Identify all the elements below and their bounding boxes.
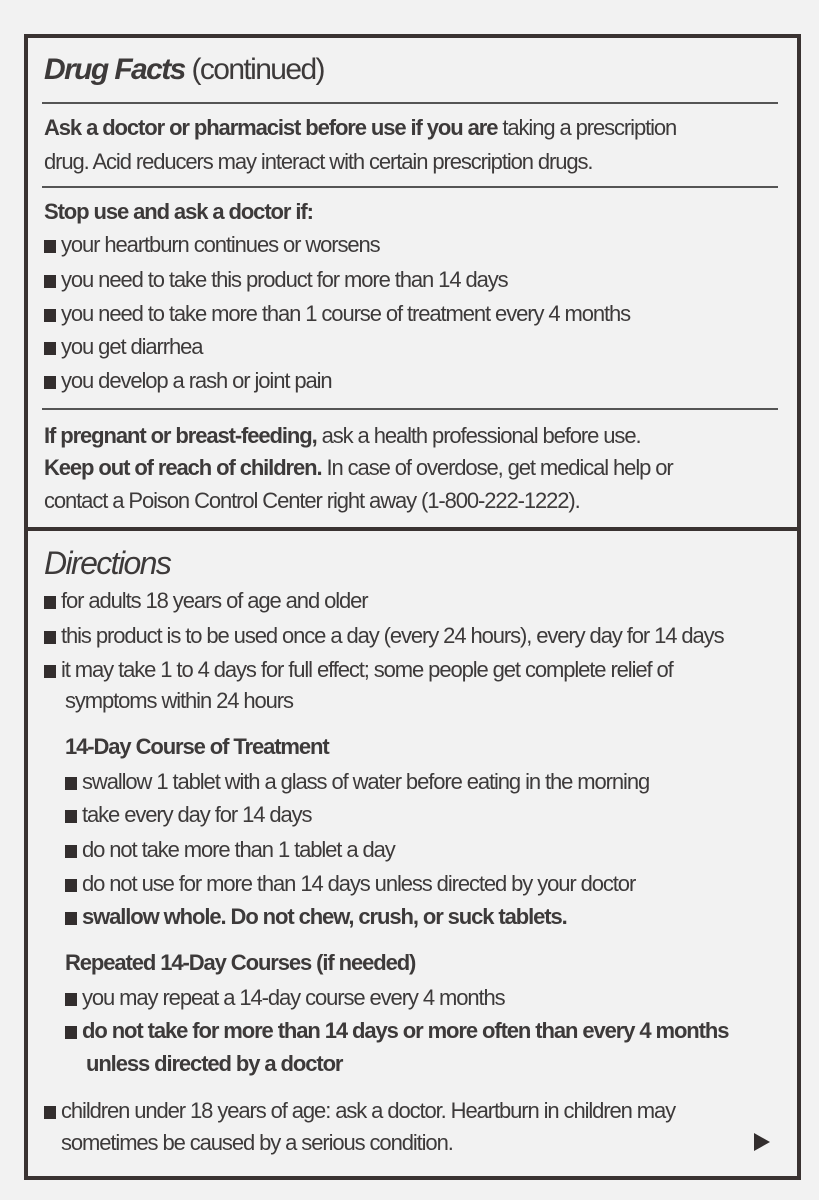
course-item <box>65 769 649 795</box>
bullet-square-icon <box>44 240 56 253</box>
item-text: swallow whole. Do not chew, crush, or suck tablets. <box>82 904 567 929</box>
title-text: Drug Facts <box>44 53 185 86</box>
course-item <box>65 837 395 863</box>
bullet-square-icon <box>44 596 56 609</box>
item-text: for adults 18 years of age and older <box>61 588 368 613</box>
drug-facts-title <box>44 52 324 88</box>
rule <box>42 102 778 104</box>
item-text: do not take more than 1 tablet a day <box>82 837 395 862</box>
pregnant-warning <box>44 423 640 449</box>
stop-use-item <box>44 368 332 394</box>
rule <box>42 408 778 410</box>
repeated-item-cont: unless directed by a doctor <box>86 1051 343 1076</box>
item-text: you need to take more than 1 course of treatment every 4 months <box>61 301 631 326</box>
item-text: do not take for more than 14 days or more often than every 4 months <box>82 1018 729 1043</box>
stop-use-item <box>44 301 630 327</box>
item-text: you need to take this product for more than 14 days <box>61 267 508 292</box>
directions-item-cont: symptoms within 24 hours <box>65 688 293 713</box>
stop-use-item <box>44 267 508 293</box>
repeated-item <box>65 985 505 1011</box>
continue-arrow-icon <box>754 1133 770 1151</box>
course-item <box>65 904 567 930</box>
item-text: take every day for 14 days <box>82 802 312 827</box>
directions-title: Directions <box>44 545 171 581</box>
section-divider <box>24 527 801 531</box>
subtitle-text: (continued) <box>191 53 324 86</box>
children-item-cont: sometimes be caused by a serious condition. <box>61 1130 453 1155</box>
ask-doctor-line2: drug. Acid reducers may interact with certain prescription drugs. <box>44 149 593 174</box>
item-text: swallow 1 tablet with a glass of water before eating in the morning <box>82 769 650 794</box>
bullet-square-icon <box>65 777 77 790</box>
pregnant-text: ask a health professional before use. <box>316 423 641 448</box>
bullet-square-icon <box>65 845 77 858</box>
keep-out-warning <box>44 455 673 481</box>
bullet-square-icon <box>44 665 56 678</box>
item-text: do not use for more than 14 days unless directed by your doctor <box>82 871 636 896</box>
stop-use-heading: Stop use and ask a doctor if: <box>44 199 313 224</box>
repeated-heading: Repeated 14-Day Courses (if needed) <box>65 950 416 975</box>
keep-out-line2: contact a Poison Control Center right away (1-800-222-1222). <box>44 488 580 513</box>
item-text: this product is to be used once a day (every 24 hours), every day for 14 days <box>61 623 724 648</box>
bullet-square-icon <box>44 631 56 644</box>
course-item <box>65 802 311 828</box>
course-heading: 14-Day Course of Treatment <box>65 734 329 759</box>
item-text: your heartburn continues or worsens <box>61 232 380 257</box>
bullet-square-icon <box>44 309 56 322</box>
keep-out-text: In case of overdose, get medical help or <box>321 455 673 480</box>
bullet-square-icon <box>44 342 56 355</box>
ask-doctor-line1 <box>44 115 676 141</box>
item-text: you develop a rash or joint pain <box>61 368 332 393</box>
keep-out-heading: Keep out of reach of children. <box>44 455 322 480</box>
item-text: children under 18 years of age: ask a doctor. Heartburn in children may <box>61 1098 676 1123</box>
bullet-square-icon <box>44 376 56 389</box>
item-text: you get diarrhea <box>61 334 203 359</box>
pregnant-heading: If pregnant or breast-feeding, <box>44 423 317 448</box>
bullet-square-icon <box>44 275 56 288</box>
directions-item <box>44 588 368 614</box>
directions-item <box>44 657 673 683</box>
bullet-square-icon <box>65 1026 77 1039</box>
item-text: you may repeat a 14-day course every 4 months <box>82 985 505 1010</box>
item-text: it may take 1 to 4 days for full effect; some people get complete relief of <box>61 657 673 682</box>
bullet-square-icon <box>44 1106 56 1119</box>
course-item <box>65 871 635 897</box>
ask-doctor-heading: Ask a doctor or pharmacist before use if you are <box>44 115 498 140</box>
ask-doctor-text: taking a prescription <box>497 115 677 140</box>
bullet-square-icon <box>65 879 77 892</box>
bullet-square-icon <box>65 810 77 823</box>
repeated-item <box>65 1018 728 1044</box>
stop-use-item <box>44 232 380 258</box>
bullet-square-icon <box>65 912 77 925</box>
directions-item <box>44 623 723 649</box>
stop-use-item <box>44 334 202 360</box>
bullet-square-icon <box>65 993 77 1006</box>
rule <box>42 186 778 188</box>
children-item <box>44 1098 675 1124</box>
